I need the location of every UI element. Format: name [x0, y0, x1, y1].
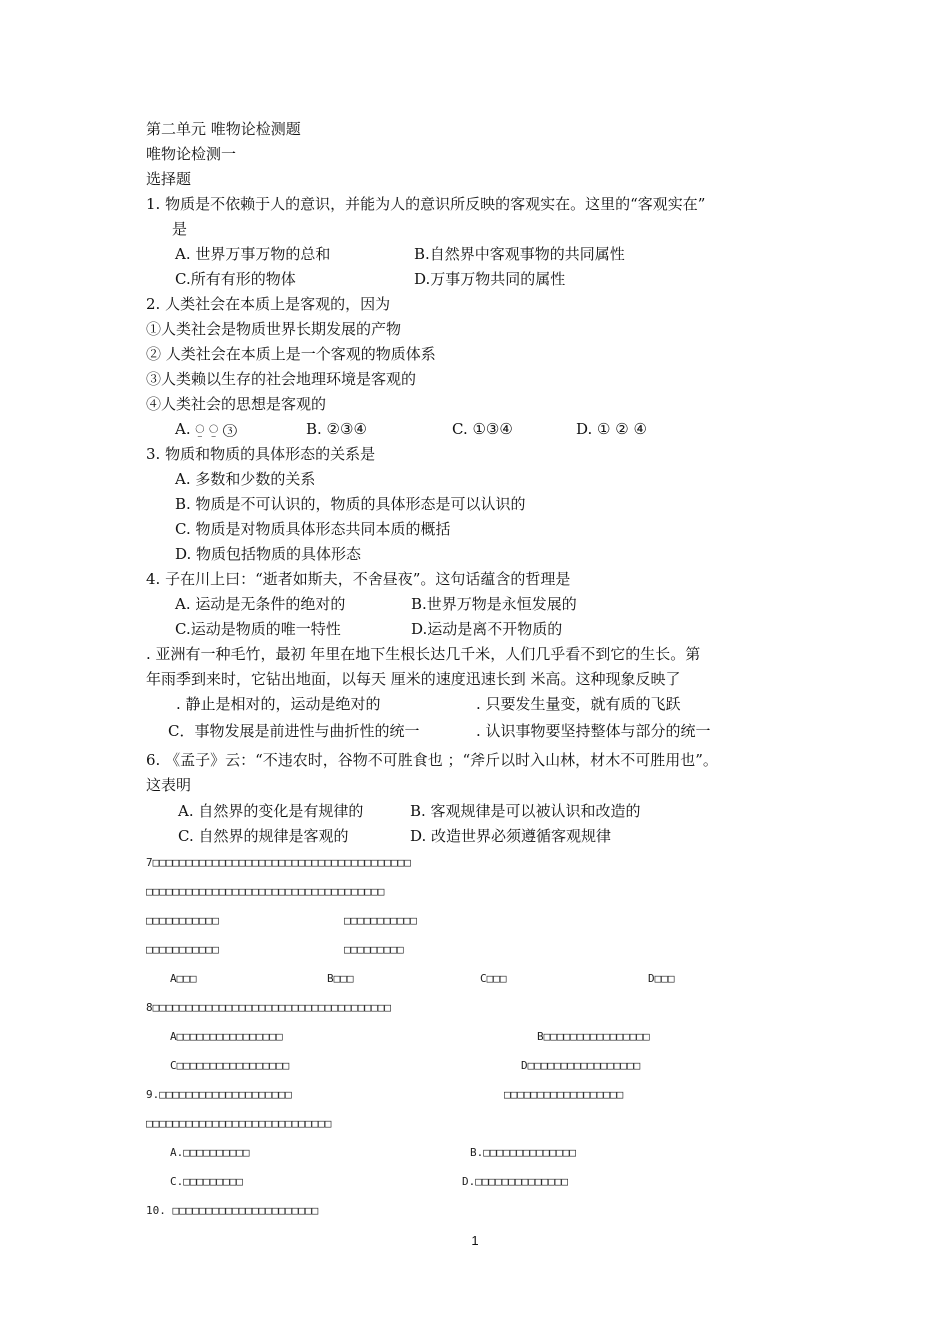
- q7-item-2: □□□□□□□□□□□: [344, 914, 417, 927]
- q2-item-1: ①人类社会是物质世界长期发展的产物: [146, 320, 402, 338]
- q1-option-a: A. 世界万事万物的总和: [175, 245, 331, 263]
- q9-option-b: B.□□□□□□□□□□□□□□: [470, 1146, 576, 1159]
- q4-option-c: C.运动是物质的唯一特性: [175, 620, 341, 638]
- q2-item-3: ③人类赖以生存的社会地理环境是客观的: [146, 370, 417, 388]
- q7-item-4: □□□□□□□□□: [344, 943, 404, 956]
- q5-option-c: C．事物发展是前进性与曲折性的统一: [168, 722, 420, 740]
- q2-option-d: D. ① ② ④: [576, 420, 647, 438]
- q9-stem: 9.□□□□□□□□□□□□□□□□□□□□: [146, 1088, 292, 1101]
- q6-option-b: B. 客观规律是可以被认识和改造的: [410, 802, 641, 820]
- q2-item-2: ② 人类社会在本质上是一个客观的物质体系: [146, 345, 436, 363]
- q8-option-a: A□□□□□□□□□□□□□□□□: [170, 1030, 283, 1043]
- q4-option-a: A. 运动是无条件的绝对的: [175, 595, 346, 613]
- q3-stem: 3. 物质和物质的具体形态的关系是: [146, 445, 376, 463]
- section-heading: 选择题: [146, 170, 192, 188]
- q7-stem-cont: □□□□□□□□□□□□□□□□□□□□□□□□□□□□□□□□□□□□: [146, 885, 385, 898]
- q8-option-d: D□□□□□□□□□□□□□□□□□: [521, 1059, 641, 1072]
- q5-option-b: . 只要发生量变，就有质的飞跃: [476, 695, 681, 713]
- q2-item-4: ④人类社会的思想是客观的: [146, 395, 327, 413]
- q6-stem-cont: 这表明: [146, 776, 192, 794]
- q6-option-c: C. 自然界的规律是客观的: [178, 827, 349, 845]
- q2-stem: 2. 人类社会在本质上是客观的，因为: [146, 295, 391, 313]
- page-number: 1: [471, 1233, 479, 1248]
- q6-option-d: D. 改造世界必须遵循客观规律: [410, 827, 612, 845]
- q6-option-a: A. 自然界的变化是有规律的: [178, 802, 364, 820]
- q7-option-b: B□□□: [327, 972, 354, 985]
- q6-stem: 6. 《孟子》云：“不违农时，谷物不可胜食也 ；“斧斤以时入山林，材木不可胜用也”。: [146, 751, 718, 769]
- q9-stem-cont: □□□□□□□□□□□□□□□□□□□□□□□□□□□□: [146, 1117, 332, 1130]
- q1-stem-cont: 是: [172, 220, 188, 238]
- q7-stem: 7□□□□□□□□□□□□□□□□□□□□□□□□□□□□□□□□□□□□□□□: [146, 856, 411, 869]
- q7-option-a: A□□□: [170, 972, 197, 985]
- q8-option-b: B□□□□□□□□□□□□□□□□: [537, 1030, 650, 1043]
- q4-option-b: B.世界万物是永恒发展的: [411, 595, 577, 613]
- q4-option-d: D.运动是离不开物质的: [411, 620, 563, 638]
- q2-option-b: B. ②③④: [306, 420, 367, 438]
- q3-option-d: D. 物质包括物质的具体形态: [175, 545, 362, 563]
- q9-option-d: D.□□□□□□□□□□□□□□: [462, 1175, 568, 1188]
- q7-item-3: □□□□□□□□□□□: [146, 943, 219, 956]
- q8-option-c: C□□□□□□□□□□□□□□□□□: [170, 1059, 290, 1072]
- unit-title: 第二单元 唯物论检测题: [146, 120, 301, 138]
- q3-option-b: B. 物质是不可认识的，物质的具体形态是可以认识的: [175, 495, 526, 513]
- q9-option-c: C.□□□□□□□□□: [170, 1175, 243, 1188]
- q2-option-a: A. ⍜ ⍜ ③: [175, 420, 237, 438]
- q5-option-d: . 认识事物要坚持整体与部分的统一: [476, 722, 711, 740]
- q9-option-a: A.□□□□□□□□□□: [170, 1146, 250, 1159]
- q4-stem: 4. 子在川上曰：“逝者如斯夫，不舍昼夜”。这句话蕴含的哲理是: [146, 570, 571, 588]
- q5-option-a: . 静止是相对的，运动是绝对的: [176, 695, 381, 713]
- q7-option-d: D□□□: [648, 972, 675, 985]
- q9-stem-right: □□□□□□□□□□□□□□□□□□: [504, 1088, 624, 1101]
- sub-title: 唯物论检测一: [146, 145, 237, 163]
- q5-stem-cont: 年雨季到来时，它钻出地面，以每天 厘米的速度迅速长到 米高。这种现象反映了: [146, 670, 681, 688]
- q7-option-c: C□□□: [480, 972, 507, 985]
- q8-stem: 8□□□□□□□□□□□□□□□□□□□□□□□□□□□□□□□□□□□□: [146, 1001, 392, 1014]
- q2-option-c: C. ①③④: [452, 420, 513, 438]
- q10-stem: 10. □□□□□□□□□□□□□□□□□□□□□□: [146, 1204, 319, 1217]
- q1-option-d: D.万事万物共同的属性: [414, 270, 566, 288]
- q1-stem: 1. 物质是不依赖于人的意识，并能为人的意识所反映的客观实在。这里的“客观实在”: [146, 195, 706, 213]
- q1-option-c: C.所有有形的物体: [175, 270, 296, 288]
- q1-option-b: B.自然界中客观事物的共同属性: [414, 245, 625, 263]
- q3-option-a: A. 多数和少数的关系: [175, 470, 316, 488]
- q7-item-1: □□□□□□□□□□□: [146, 914, 219, 927]
- q5-stem: . 亚洲有一种毛竹，最初 年里在地下生根长达几千米，人们几乎看不到它的生长。第: [146, 645, 701, 663]
- q3-option-c: C. 物质是对物质具体形态共同本质的概括: [175, 520, 451, 538]
